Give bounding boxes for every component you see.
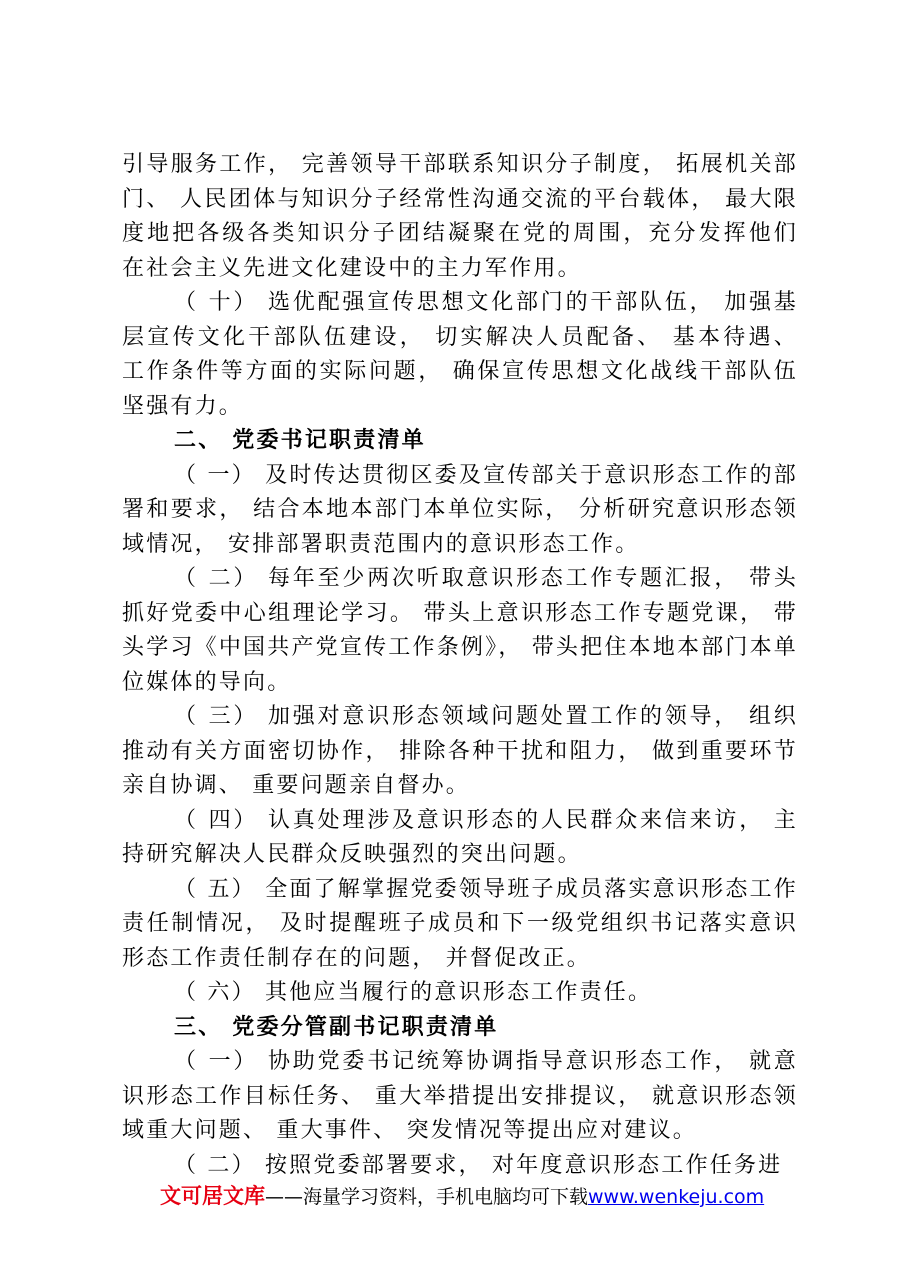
paragraph: （ 四） 认真处理涉及意识形态的人民群众来信来访， 主持研究解决人民群众反映强烈的突出问题。 [122, 807, 798, 867]
section-heading: 三、 党委分管副书记职责清单 [174, 1014, 499, 1040]
paragraph: （ 一） 协助党委书记统筹协调指导意识形态工作， 就意识形态工作目标任务、 重大举措提出安排提议， 就意识形态领域重大问题、 重大事件、 突发情况等提出应对建议。 [122, 1049, 798, 1143]
paragraph: （ 五） 全面了解掌握党委领导班子成员落实意识形态工作责任制情况， 及时提醒班子成员和下一级党组织书记落实意识形态工作责任制存在的问题， 并督促改正。 [122, 876, 798, 971]
footer-brand: 文可居文库 [160, 1184, 265, 1208]
document-body [122, 148, 798, 1183]
paragraph: （ 二） 按照党委部署要求， 对年度意识形态工作任务进 [174, 1152, 783, 1178]
paragraph: （ 二） 每年至少两次听取意识形态工作专题汇报， 带头抓好党委中心组理论学习。 带头上意识形态工作专题党课， 带头学习《中国共产党宣传工作条例》， 带头把住本地本部门本单位媒体的导向。 [122, 566, 798, 695]
paragraph: （ 十） 选优配强宣传思想文化部门的干部队伍， 加强基层宣传文化干部队伍建设， 切实解决人员配备、 基本待遇、 工作条件等方面的实际问题， 确保宣传思想文化战线干部队伍坚强有力。 [122, 290, 798, 419]
paragraph: （ 三） 加强对意识形态领域问题处置工作的领导， 组织推动有关方面密切协作， 排除各种干扰和阻力， 做到重要环节亲自协调、 重要问题亲自督办。 [122, 704, 798, 798]
footer-url-link[interactable]: www.wenkeju.com [588, 1186, 765, 1208]
paragraph: （ 一） 及时传达贯彻区委及宣传部关于意识形态工作的部署和要求， 结合本地本部门本单位实际， 分析研究意识形态领域情况， 安排部署职责范围内的意识形态工作。 [122, 462, 798, 557]
footer-slogan: ——海量学习资料，手机电脑均可下载 [265, 1186, 589, 1208]
paragraph: 引导服务工作， 完善领导干部联系知识分子制度， 拓展机关部门、 人民团体与知识分子经常性沟通交流的平台载体， 最大限度地把各级各类知识分子团结凝聚在党的周围，充分发挥他们在社会主义先进文化建设中的主力军作用。 [122, 152, 798, 281]
paragraph: （ 六） 其他应当履行的意识形态工作责任。 [174, 980, 653, 1005]
section-heading: 二、 党委书记职责清单 [174, 428, 426, 453]
page-footer [160, 1180, 800, 1210]
